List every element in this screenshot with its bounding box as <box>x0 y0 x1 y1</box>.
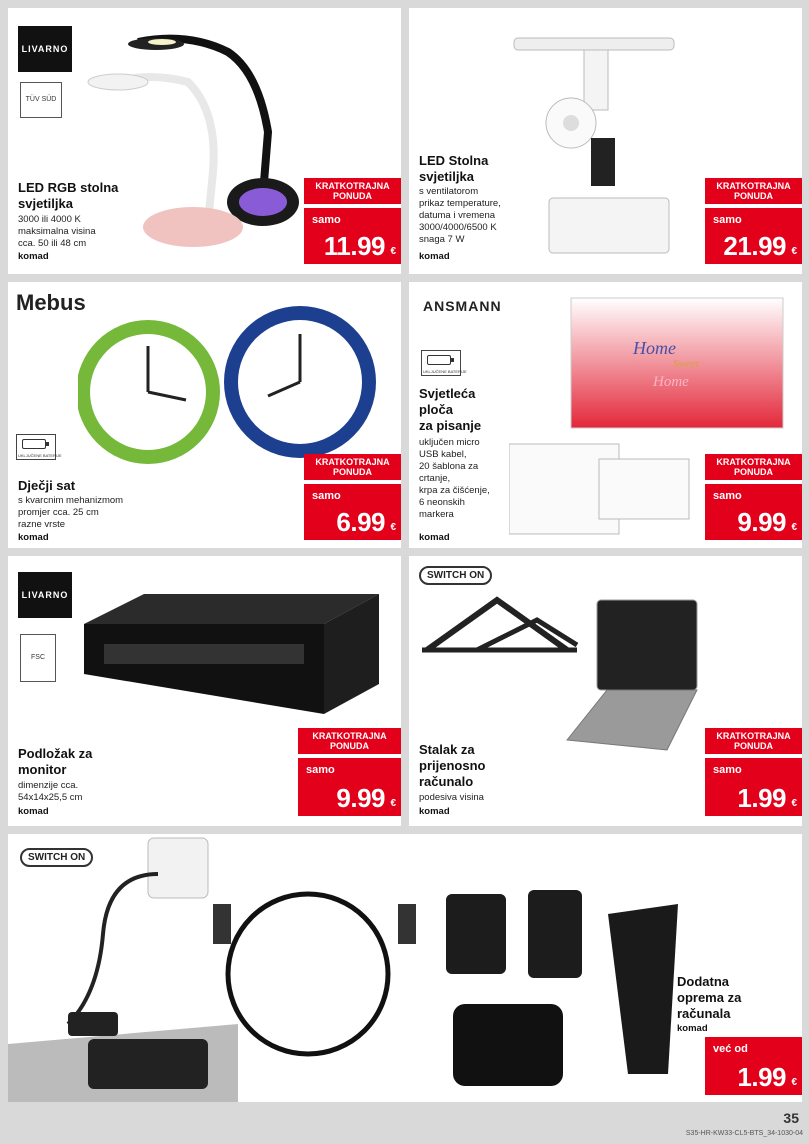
product-card-light-board[interactable] <box>409 282 802 548</box>
price-tag: samo 11.99 € <box>304 208 401 264</box>
product-title: LED RGB stolna svjetiljka <box>18 180 119 211</box>
product-unit: komad <box>419 251 450 262</box>
product-title: Svjetleća ploča za pisanje <box>419 386 482 433</box>
product-description: podesiva visina <box>419 792 484 803</box>
batteries-included-icon: UKLJUČENE BATERIJE <box>16 434 56 460</box>
brand-logo-mebus: Mebus <box>16 290 86 315</box>
product-unit: komad <box>18 251 49 262</box>
product-description: dimenzije cca. 54x14x25,5 cm <box>18 780 83 803</box>
tuv-cert-icon: TÜV SÜD <box>20 82 62 118</box>
page-number: 35 <box>783 1110 799 1126</box>
product-description: s kvarcnim mehanizmom promjer cca. 25 cm razne vrste <box>18 495 124 530</box>
desk-lamp-fan-image <box>509 28 699 268</box>
product-title: LED Stolna svjetiljka <box>419 153 489 184</box>
product-title: Dječji sat <box>18 478 76 493</box>
brand-logo-ansmann: ANSMANN <box>423 298 502 314</box>
product-description: 3000 ili 4000 K maksimalna visina cca. 50 ili 48 cm <box>18 214 96 249</box>
short-term-offer-badge: KRATKOTRAJNA PONUDA <box>304 454 401 480</box>
short-term-offer-badge: KRATKOTRAJNA PONUDA <box>304 178 401 204</box>
price-tag: samo 1.99 € <box>705 758 802 816</box>
product-description: uključen micro USB kabel, 20 šablona za crtanje, krpa za čišćenje, 6 neonskih markera <box>419 437 490 520</box>
product-card-kids-clock[interactable] <box>8 282 401 548</box>
lamp-rgb-image <box>78 22 318 262</box>
monitor-stand-image <box>74 584 384 724</box>
short-term-offer-badge: KRATKOTRAJNA PONUDA <box>298 728 401 754</box>
short-term-offer-badge: KRATKOTRAJNA PONUDA <box>705 728 802 754</box>
product-card-computer-accessories[interactable] <box>8 834 802 1102</box>
product-unit: komad <box>18 806 49 817</box>
print-code: S35-HR-KW33-CL5-BTS_34-1030-04 <box>685 1130 803 1137</box>
product-card-laptop-stand[interactable] <box>409 556 802 826</box>
product-card-monitor-stand[interactable] <box>8 556 401 826</box>
product-card-led-desk-lamp-fan[interactable] <box>409 8 802 274</box>
board-text-sweet: Sweet <box>673 358 699 370</box>
price-tag: samo 9.99 € <box>298 758 401 816</box>
board-text-home-2: Home <box>653 374 689 390</box>
price-tag: samo 9.99 € <box>705 484 802 540</box>
product-description: s ventilatorom prikaz temperature, datuma i vremena 3000/4000/6500 K snaga 7 W <box>419 186 501 245</box>
price-tag: samo 21.99 € <box>705 208 802 264</box>
brand-logo-livarno: LIVARNO <box>18 572 72 618</box>
brand-logo-livarno: LIVARNO <box>18 26 72 72</box>
product-title: Podložak za monitor <box>18 746 93 777</box>
kids-clock-image <box>78 304 388 474</box>
brand-logo-switch-on: SWITCH ON <box>419 566 492 585</box>
price-tag: samo 6.99 € <box>304 484 401 540</box>
product-unit: komad <box>18 532 49 543</box>
board-text-home: Home <box>633 338 676 358</box>
brand-logo-switch-on: SWITCH ON <box>20 848 93 867</box>
product-title: Stalak za prijenosno računalo <box>419 742 486 789</box>
product-unit: komad <box>419 806 450 817</box>
product-title: Dodatna oprema za računala <box>677 974 742 1021</box>
fsc-cert-icon: FSC <box>20 634 56 682</box>
accessories-image <box>8 834 688 1102</box>
product-unit: komad <box>419 532 450 543</box>
batteries-included-icon: UKLJUČENE BATERIJE <box>421 350 461 376</box>
price-tag: već od 1.99 € <box>705 1037 802 1095</box>
short-term-offer-badge: KRATKOTRAJNA PONUDA <box>705 178 802 204</box>
product-card-led-rgb-lamp[interactable] <box>8 8 401 274</box>
short-term-offer-badge: KRATKOTRAJNA PONUDA <box>705 454 802 480</box>
product-unit: komad <box>677 1023 708 1034</box>
